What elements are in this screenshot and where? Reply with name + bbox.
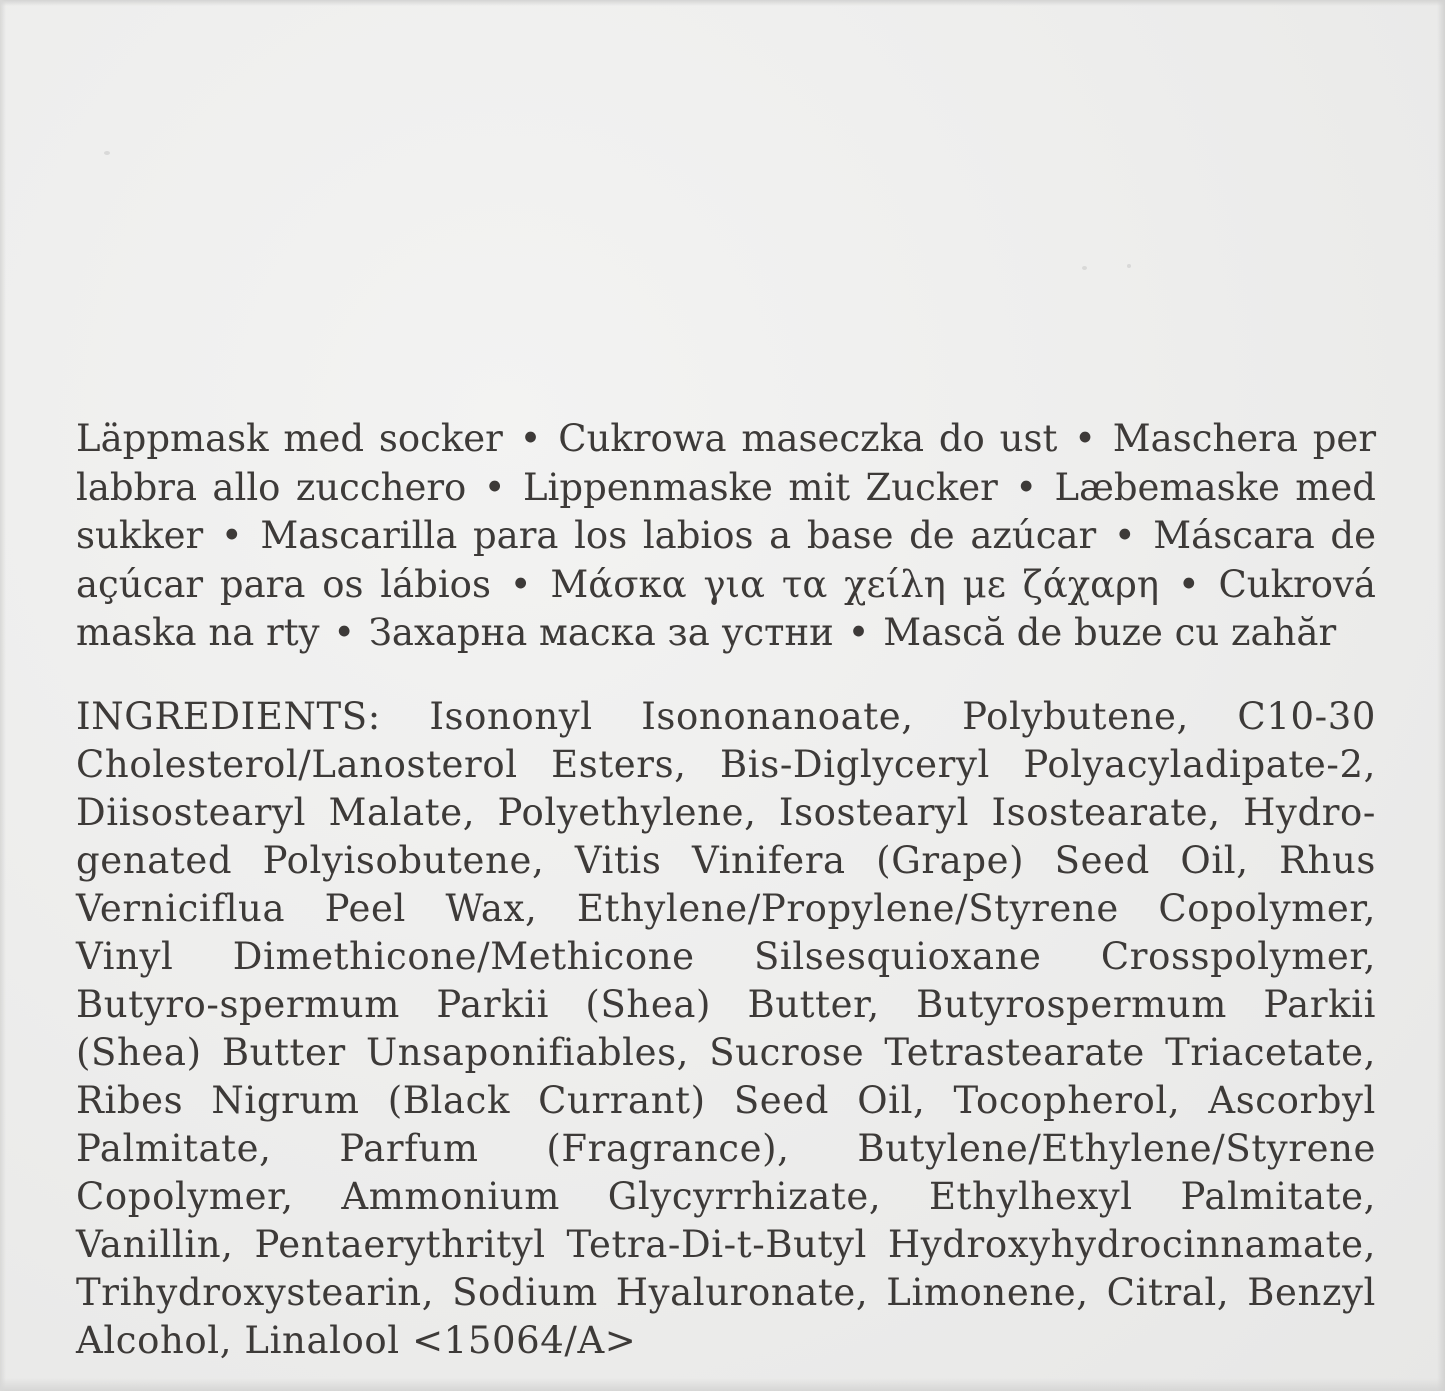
product-name-swedish: Läppmask med socker — [76, 417, 503, 460]
bullet-separator: • — [847, 611, 870, 654]
bullet-separator: • — [1113, 514, 1136, 557]
product-names-paragraph — [76, 415, 1376, 658]
bullet-separator: • — [1015, 465, 1038, 509]
product-name-czech: Cukrová maska na rty — [76, 562, 1376, 654]
bullet-separator: • — [1177, 562, 1200, 606]
ingredients-list: Isononyl Isononanoate, Polybutene, C10-30 Cholesterol/Lanosterol Esters, Bis-Diglyceryl Polyacyladipate-2, Diisostearyl Malate, Polyethylene, Isostearyl Isostearate, Hydro-genated Polyisobutene, Vitis Vinifera (Grape) Seed Oil, Rhus Verniciflua Peel Wax, Ethylene/Propylene/Styrene Copolymer, Vinyl Dimethicone/Methicone Silsesquioxane Crosspolymer, Butyro-spermum Parkii (Shea) Butter, Butyrospermum Parkii (Shea) Butter Unsaponifiables, Sucrose Tetrastearate Triacetate, Ribes Nigrum (Black Currant) Seed Oil, Tocopherol, Ascorbyl Palmitate, Parfum (Fragrance), Butylene/Ethylene/Styrene Copolymer, Ammonium Glycyrrhizate, Ethylhexyl Palmitate, Vanillin, Pentaerythrityl Tetra-Di-t-Butyl Hydroxyhydrocinnamate, Trihydroxystearin, Sodium Hyaluronate, Limonene, Citral, Benzyl Alcohol, Linalool <15064/A> — [76, 695, 1376, 1362]
product-name-greek: Μάσκα για τα χείλη με ζάχαρη — [550, 562, 1160, 606]
bullet-separator: • — [519, 417, 542, 460]
bullet-separator: • — [220, 514, 243, 557]
ingredients-label: INGREDIENTS: — [76, 695, 381, 738]
surface-speck — [1082, 266, 1087, 270]
product-name-bulgarian: Захарна маска за устни — [368, 611, 834, 654]
product-name-romanian: Mască de buze cu zahăr — [883, 611, 1337, 654]
package-top-edge — [0, 0, 1445, 6]
package-bottom-edge — [0, 1378, 1445, 1391]
product-name-italian: Maschera per labbra allo zucchero — [76, 417, 1376, 509]
bullet-separator: • — [1074, 417, 1096, 460]
package-right-edge — [1437, 0, 1445, 1391]
product-name-spanish: Mascarilla para los labios a base de azúcar — [260, 514, 1097, 557]
ingredients-paragraph — [76, 693, 1376, 1365]
bullet-separator: • — [333, 611, 356, 654]
product-name-danish: Læbemaske med sukker — [76, 465, 1376, 557]
product-name-portuguese: Máscara de açúcar para os lábios — [76, 514, 1376, 606]
bullet-separator: • — [509, 562, 532, 606]
package-left-edge — [0, 0, 6, 1391]
product-name-german: Lippenmaske mit Zucker — [522, 465, 998, 509]
bullet-separator: • — [483, 465, 506, 509]
product-name-polish: Cukrowa maseczka do ust — [558, 417, 1058, 460]
surface-speck — [1127, 264, 1131, 268]
surface-speck — [104, 151, 110, 155]
